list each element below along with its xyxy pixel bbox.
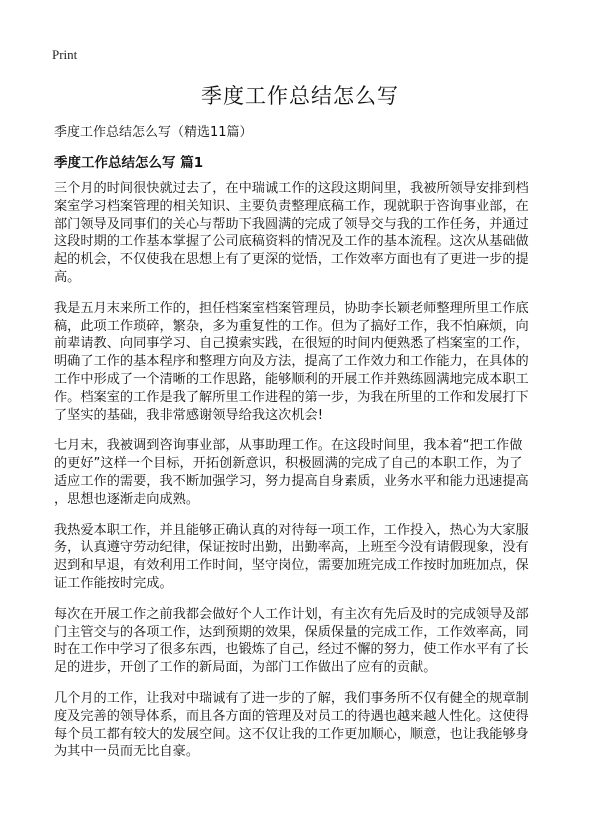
- paragraph-line: 每个员工都有较大的发展空间。这不仅让我的工作更加顺心，顺意，也让我能够身: [54, 726, 529, 742]
- paragraph-line: 证工作能按时完成。: [54, 575, 173, 591]
- document-subtitle: 季度工作总结怎么写（精选11篇）: [54, 125, 253, 140]
- paragraph-line: 这段时期的工作基本掌握了公司底稿资料的情况及工作的基本流程。这次从基础做: [54, 234, 529, 250]
- paragraph-line: 作。档案室的工作是我了解所里工作进程的第一步，为我在所里的工作和发展打下: [54, 389, 529, 405]
- paragraph-line: 高。: [54, 269, 81, 285]
- section-heading: 季度工作总结怎么写 篇1: [54, 155, 204, 171]
- paragraph: [54, 522, 544, 593]
- paragraph-line: 工作中形成了一个清晰的工作思路，能够顺利的开展工作并熟练圆满地完成本职工: [54, 371, 529, 387]
- paragraph: [54, 300, 544, 425]
- print-link[interactable]: Print: [52, 47, 78, 62]
- paragraph-line: 了坚实的基础，我非常感谢领导给我这次机会!: [54, 407, 324, 423]
- paragraph: [54, 437, 544, 508]
- paragraph-line: 务，认真遵守劳动纪律，保证按时出勤，出勤率高，上班至今没有请假现象，没有: [54, 540, 529, 556]
- paragraph-line: 门主管交与的各项工作，达到预期的效果，保质保量的完成工作，工作效率高，同: [54, 624, 529, 640]
- paragraph-line: 适应工作的需要，我不断加强学习，努力提高自身素质，业务水平和能力迅速提高: [54, 473, 529, 489]
- paragraph-line: 明确了工作的基本程序和整理方向及方法，提高了工作效力和工作能力，在具体的: [54, 354, 529, 370]
- paragraph-line: 时在工作中学习了很多东西，也锻炼了自己，经过不懈的努力，使工作水平有了长: [54, 642, 529, 658]
- paragraph-line: 稿，此项工作琐碎，繁杂，多为重复性的工作。但为了搞好工作，我不怕麻烦，向: [54, 318, 529, 334]
- paragraph-line: 前辈请教、向同事学习、自己摸索实践，在很短的时间内便熟悉了档案室的工作，: [54, 336, 529, 352]
- paragraph-line: 迟到和早退，有效利用工作时间，坚守岗位，需要加班完成工作按时加班加点，保: [54, 558, 529, 574]
- paragraph-line: 案室学习档案管理的相关知识、主要负责整理底稿工作，现就职于咨询事业部，在: [54, 198, 529, 214]
- paragraph-line: 足的进步，开创了工作的新局面，为部门工作做出了应有的贡献。: [54, 660, 437, 676]
- paragraph-line: ，思想也逐渐走向成熟。: [54, 491, 200, 507]
- page-title: 季度工作总结怎么写: [201, 84, 399, 108]
- document-body: [54, 180, 544, 774]
- paragraph-line: 的更好”这样一个目标，开拓创新意识，积极圆满的完成了自己的本职工作，为了: [54, 456, 523, 472]
- paragraph-line: 度及完善的领导体系，而且各方面的管理及对员工的待遇也越来越人性化。这使得: [54, 708, 529, 724]
- paragraph-line: 部门领导及同事们的关心与帮助下我圆满的完成了领导交与我的工作任务，并通过: [54, 216, 529, 232]
- paragraph-line: 每次在开展工作之前我都会做好个人工作计划，有主次有先后及时的完成领导及部: [54, 606, 529, 622]
- paragraph-line: 为其中一员而无比自豪。: [54, 744, 200, 760]
- paragraph-line: 七月末，我被调到咨询事业部，从事助理工作。在这段时间里，我本着“把工作做: [54, 438, 523, 454]
- paragraph-line: 几个月的工作，让我对中瑞诚有了进一步的了解，我们事务所不仅有健全的规章制: [54, 690, 529, 706]
- paragraph-line: 三个月的时间很快就过去了，在中瑞诚工作的这段这期间里，我被所领导安排到档: [54, 181, 529, 196]
- paragraph-line: 起的机会，不仅使我在思想上有了更深的觉悟，工作效率方面也有了更进一步的提: [54, 252, 529, 268]
- paragraph-line: 我热爱本职工作，并且能够正确认真的对待每一项工作，工作投入，热心为大家服: [54, 522, 529, 538]
- paragraph: [54, 690, 544, 761]
- paragraph: [54, 606, 544, 677]
- paragraph: [54, 180, 544, 287]
- paragraph-line: 我是五月末来所工作的，担任档案室档案管理员，协助李长颖老师整理所里工作底: [54, 300, 529, 316]
